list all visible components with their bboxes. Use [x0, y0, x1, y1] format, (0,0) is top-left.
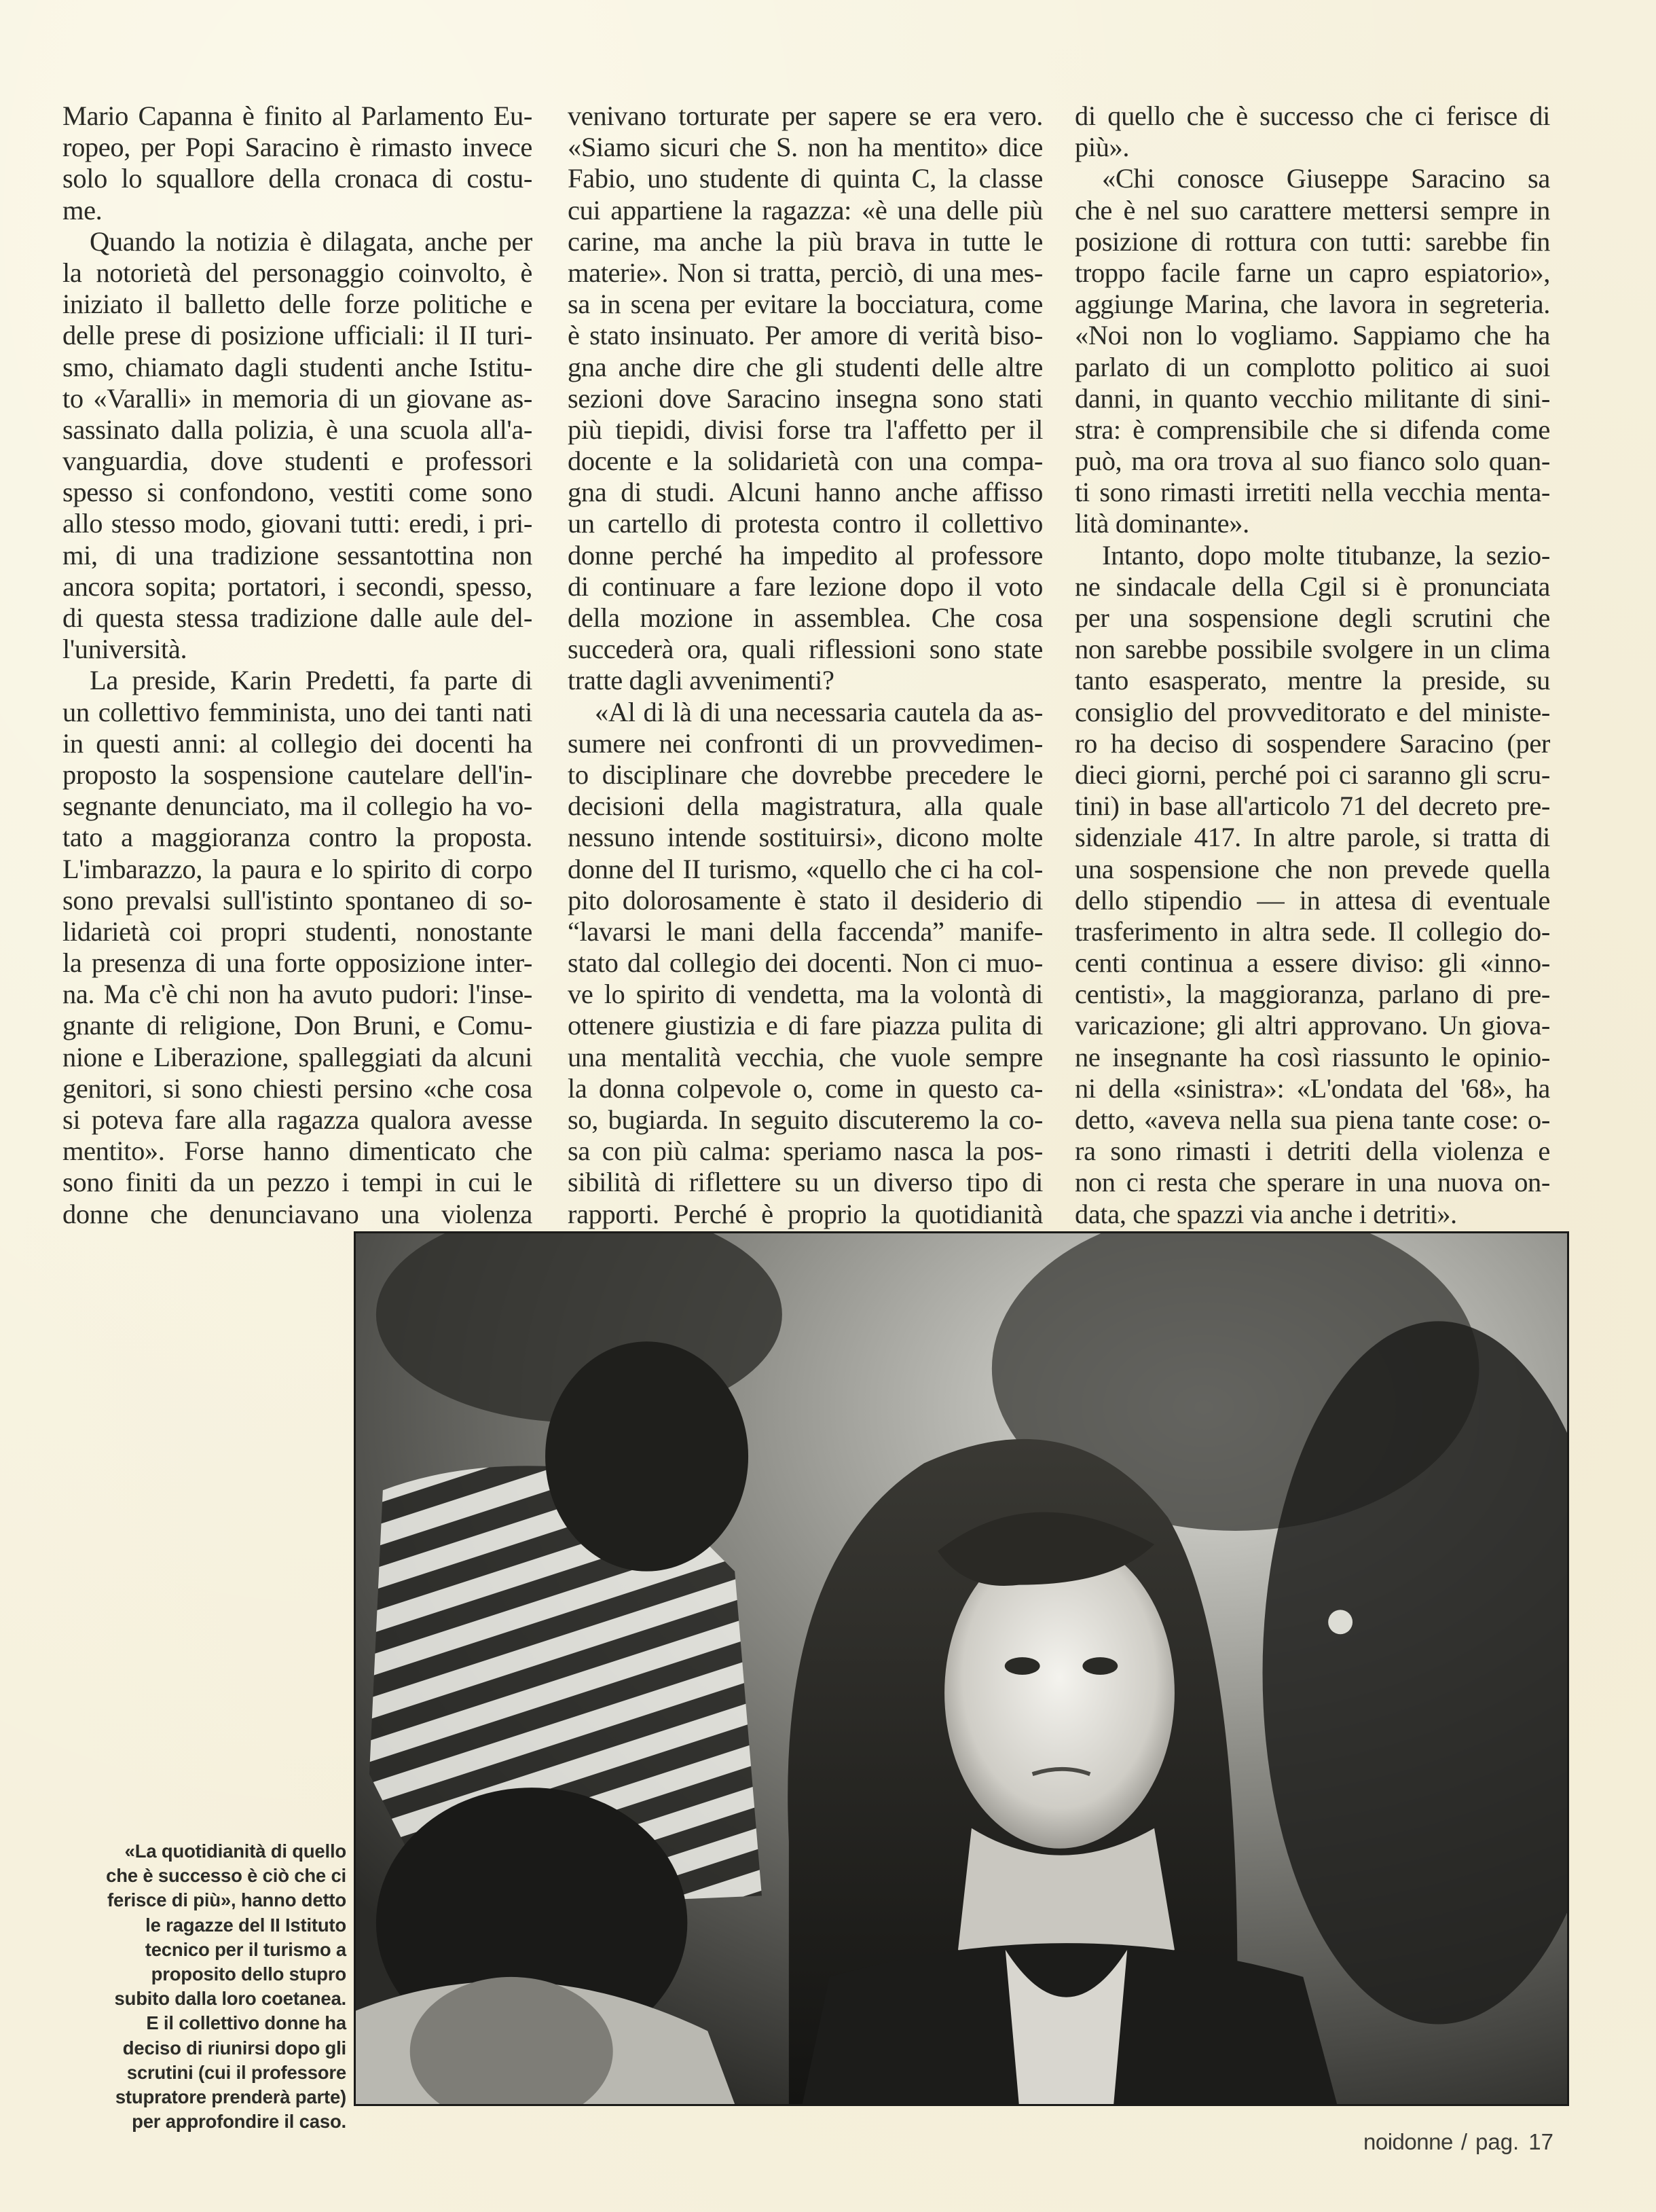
article-line: iniziato il balletto delle forze politiche e [62, 289, 532, 320]
article-line: un cartello di protesta contro il collettivo [568, 508, 1043, 539]
article-line: ve lo spirito di vendetta, ma la volontà di [568, 979, 1043, 1010]
article-line: ne sindacale della Cgil si è pronunciata [1075, 570, 1550, 602]
article-line: «Chi conosce Giuseppe Saracino sa [1102, 163, 1550, 194]
article-line: l'università. [62, 634, 187, 665]
article-line: Intanto, dopo molte titubanze, la sezio- [1102, 539, 1550, 570]
article-line: sono finiti da un pezzo i tempi in cui le [62, 1167, 532, 1198]
article-line: ni della «sinistra»: «L'ondata del '68», ha [1075, 1072, 1550, 1104]
article-line: to «Varalli» in memoria di un giovane as- [62, 382, 532, 414]
article-line: una mentalità vecchia, che vuole sempre [568, 1041, 1043, 1072]
article-line: centisti», la maggioranza, parlano di pre- [1075, 979, 1550, 1010]
article-line: «Siamo sicuri che S. non ha mentito» dice [568, 132, 1043, 163]
article-line: «Al di là di una necessaria cautela da as- [595, 696, 1043, 727]
article-line: smo, chiamato dagli studenti anche Istitu- [62, 351, 532, 382]
article-line: sumere nei confronti di un provvedimen- [568, 727, 1043, 759]
caption-line: scrutini (cui il professore [126, 2061, 346, 2083]
article-line: un collettivo femminista, uno dei tanti nati [62, 696, 532, 727]
caption-line: tecnico per il turismo a [145, 1938, 346, 1960]
photo-caption [76, 1839, 346, 2134]
article-line: carine, ma anche la più brava in tutte le [568, 225, 1043, 257]
article-line: stato dal collegio dei docenti. Non ci muo- [568, 947, 1043, 979]
article-line: “lavarsi le mani della faccenda” manife- [568, 915, 1043, 947]
article-line: troppo facile farne un capro espiatorio», [1075, 257, 1550, 288]
article-line: donne del II turismo, «quello che ci ha col- [568, 853, 1043, 884]
caption-line: ferisce di più», hanno detto [107, 1889, 346, 1911]
caption-line: stupratore prenderà parte) [115, 2086, 346, 2108]
article-line: gna di studi. Alcuni hanno anche affisso [568, 477, 1043, 508]
article-line: tato a maggioranza contro la proposta. [62, 822, 532, 853]
article-line: decisioni della magistratura, alla quale [568, 791, 1043, 822]
article-line: tratte dagli avvenimenti? [568, 665, 834, 696]
article-line: lità dominante». [1075, 508, 1249, 539]
article-line: non ci resta che sperare in una nuova on- [1075, 1167, 1550, 1198]
article-line: materie». Non si tratta, perciò, di una mes- [568, 257, 1043, 288]
article-line: si poteva fare alla ragazza qualora avesse [62, 1104, 532, 1135]
article-line: dieci giorni, perché poi ci saranno gli scru- [1075, 759, 1550, 790]
article-column-2 [568, 101, 1043, 1230]
article-line: succederà ora, quali riflessioni sono state [568, 634, 1043, 665]
article-line: La preside, Karin Predetti, fa parte di [90, 665, 532, 696]
article-line: cui appartiene la ragazza: «è una delle più [568, 194, 1043, 225]
article-line: può, ma ora trova al suo fianco solo quan- [1075, 446, 1550, 477]
article-line: detto, «aveva nella sua piena tante cose: o- [1075, 1104, 1550, 1135]
article-line: pito dolorosamente è stato il desiderio di [568, 884, 1043, 915]
article-line: «Noi non lo vogliamo. Sappiamo che ha [1075, 320, 1550, 351]
caption-line: proposito dello stupro [151, 1963, 346, 1985]
article-line: della mozione in assemblea. Che cosa [568, 602, 1043, 633]
article-line: la donna colpevole o, come in questo ca- [568, 1072, 1043, 1104]
article-line: tanto esasperato, mentre la preside, su [1075, 665, 1550, 696]
article-line: ottenere giustizia e di fare piazza pulita di [568, 1010, 1043, 1041]
article-line: ro ha deciso di sospendere Saracino (per [1075, 727, 1550, 759]
article-line: una sospensione che non prevede quella [1075, 853, 1550, 884]
article-line: stra: è comprensibile che si difenda come [1075, 414, 1550, 445]
article-line: sezioni dove Saracino insegna sono stati [568, 382, 1043, 414]
article-line: data, che spazzi via anche i detriti». [1075, 1198, 1457, 1229]
article-line: sa con più calma: speriamo nasca la pos- [568, 1136, 1043, 1167]
article-line: delle prese di posizione ufficiali: il II turi- [62, 320, 532, 351]
article-line: venivano torturate per sapere se era vero. [568, 101, 1043, 131]
article-line: sassinato dalla polizia, è una scuola all'a- [62, 414, 532, 445]
article-line: che è nel suo carattere mettersi sempre in [1075, 194, 1550, 225]
article-line: parlato di un complotto politico ai suoi [1075, 351, 1550, 382]
footer-separator: / [1460, 2129, 1467, 2154]
article-line: docente e la solidarietà con una compa- [568, 446, 1043, 477]
article-line: nessuno intende sostituirsi», dicono molte [568, 822, 1043, 853]
article-line: consiglio del provveditorato e del ministe- [1075, 696, 1550, 727]
article-line: di continuare a fare lezione dopo il voto [568, 570, 1043, 602]
page-label: pag. [1475, 2129, 1520, 2154]
article-line: di quello che è successo che ci ferisce di [1075, 101, 1550, 131]
caption-line: subito dalla loro coetanea. [114, 1988, 346, 2010]
article-line: mentito». Forse hanno dimenticato che [62, 1136, 532, 1167]
article-line: aggiunge Marina, che lavora in segreteria. [1075, 289, 1550, 320]
article-line: in questi anni: al collegio dei docenti ha [62, 727, 532, 759]
article-line: nione e Liberazione, spalleggiati da alcuni [62, 1041, 532, 1072]
article-line: è stato insinuato. Per amore di verità biso- [568, 320, 1043, 351]
photo-image [356, 1233, 1567, 2104]
article-line: sono prevalsi sull'istinto spontaneo di so- [62, 884, 532, 915]
article-line: lidarietà coi propri studenti, nonostante [62, 915, 532, 947]
article-line: ti sono rimasti irretiti nella vecchia menta- [1075, 477, 1550, 508]
article-line: danni, in quanto vecchio militante di sini- [1075, 382, 1550, 414]
article-line: posizione di rottura con tutti: sarebbe fin [1075, 225, 1550, 257]
article-line: ancora sopita; portatori, i secondi, spesso, [62, 570, 532, 602]
background-head [545, 1341, 748, 1571]
article-line: vanguardia, dove studenti e professori [62, 446, 532, 477]
article-line: sidenziale 417. In altre parole, si tratta di [1075, 822, 1550, 853]
article-line: centi continua a essere diviso: gli «inno- [1075, 947, 1550, 979]
caption-line: «La quotidianità di quello [124, 1841, 346, 1862]
article-line: la notorietà del personaggio coinvolto, è [62, 257, 532, 288]
page-number: 17 [1528, 2129, 1553, 2154]
caption-line: per approfondire il caso. [132, 2111, 346, 2133]
magazine-name: noidonne [1363, 2129, 1453, 2154]
article-line: varicazione; gli altri approvano. Un giova- [1075, 1010, 1550, 1041]
article-line: spesso si confondono, vestiti come sono [62, 477, 532, 508]
article-line: donne che denunciavano una violenza [62, 1198, 532, 1229]
article-line: sa in scena per evitare la bocciatura, come [568, 289, 1043, 320]
article-line: di questa stessa tradizione dalle aule del- [62, 602, 532, 633]
article-line: ne insegnante ha così riassunto le opinio- [1075, 1041, 1550, 1072]
article-line: segnante denunciato, ma il collegio ha vo- [62, 791, 532, 822]
article-line: ropeo, per Popi Saracino è rimasto invece [62, 132, 532, 163]
caption-line: E il collettivo donne ha [146, 2012, 346, 2034]
article-line: Quando la notizia è dilagata, anche per [90, 225, 532, 257]
article-line: più tiepidi, divisi forse tra l'affetto per il [568, 414, 1043, 445]
article-line: per una sospensione degli scrutini che [1075, 602, 1550, 633]
article-line: proposto la sospensione cautelare dell'in- [62, 759, 532, 790]
article-line: ra sono rimasti i detriti della violenza e [1075, 1136, 1550, 1167]
article-line: L'imbarazzo, la paura e lo spirito di corpo [62, 853, 532, 884]
article-line: Fabio, uno studente di quinta C, la classe [568, 163, 1043, 194]
article-line: to disciplinare che dovrebbe precedere le [568, 759, 1043, 790]
article-column-1 [62, 101, 532, 1230]
article-line: so, bugiarda. In seguito discuteremo la co- [568, 1104, 1043, 1135]
article-line: gna anche dire che gli studenti delle altre [568, 351, 1043, 382]
article-line: donne perché ha impedito al professore [568, 539, 1043, 570]
caption-line: le ragazze del II Istituto [145, 1914, 346, 1936]
article-line: Mario Capanna è finito al Parlamento Eu- [62, 101, 532, 131]
article-line: me. [62, 194, 103, 225]
article-line: trasferimento in altra sede. Il collegio do- [1075, 915, 1550, 947]
woman-face [944, 1538, 1175, 1849]
article-line: più». [1075, 132, 1130, 163]
article-line: allo stesso modo, giovani tutti: eredi, i pri- [62, 508, 532, 539]
article-line: solo lo squallore della cronaca di costu- [62, 163, 532, 194]
article-line: na. Ma c'è chi non ha avuto pudori: l'inse- [62, 979, 532, 1010]
article-line: genitori, si sono chiesti persino «che cosa [62, 1072, 532, 1104]
article-column-3 [1075, 101, 1550, 1230]
article-line: dello stipendio — in attesa di eventuale [1075, 884, 1550, 915]
page-footer [1363, 2129, 1553, 2155]
article-line: tini) in base all'articolo 71 del decreto pre- [1075, 791, 1550, 822]
article-line: rapporti. Perché è proprio la quotidianità [568, 1198, 1043, 1229]
article-photo [354, 1231, 1569, 2106]
article-line: sibilità di riflettere su un diverso tipo di [568, 1167, 1043, 1198]
article-line: gnante di religione, Don Bruni, e Comu- [62, 1010, 532, 1041]
article-line: la presenza di una forte opposizione inter- [62, 947, 532, 979]
caption-line: deciso di riunirsi dopo gli [122, 2037, 346, 2059]
article-line: mi, di una tradizione sessantottina non [62, 539, 532, 570]
caption-line: che è successo è ciò che ci [106, 1865, 346, 1887]
article-line: non sarebbe possibile svolgere in un clima [1075, 634, 1550, 665]
